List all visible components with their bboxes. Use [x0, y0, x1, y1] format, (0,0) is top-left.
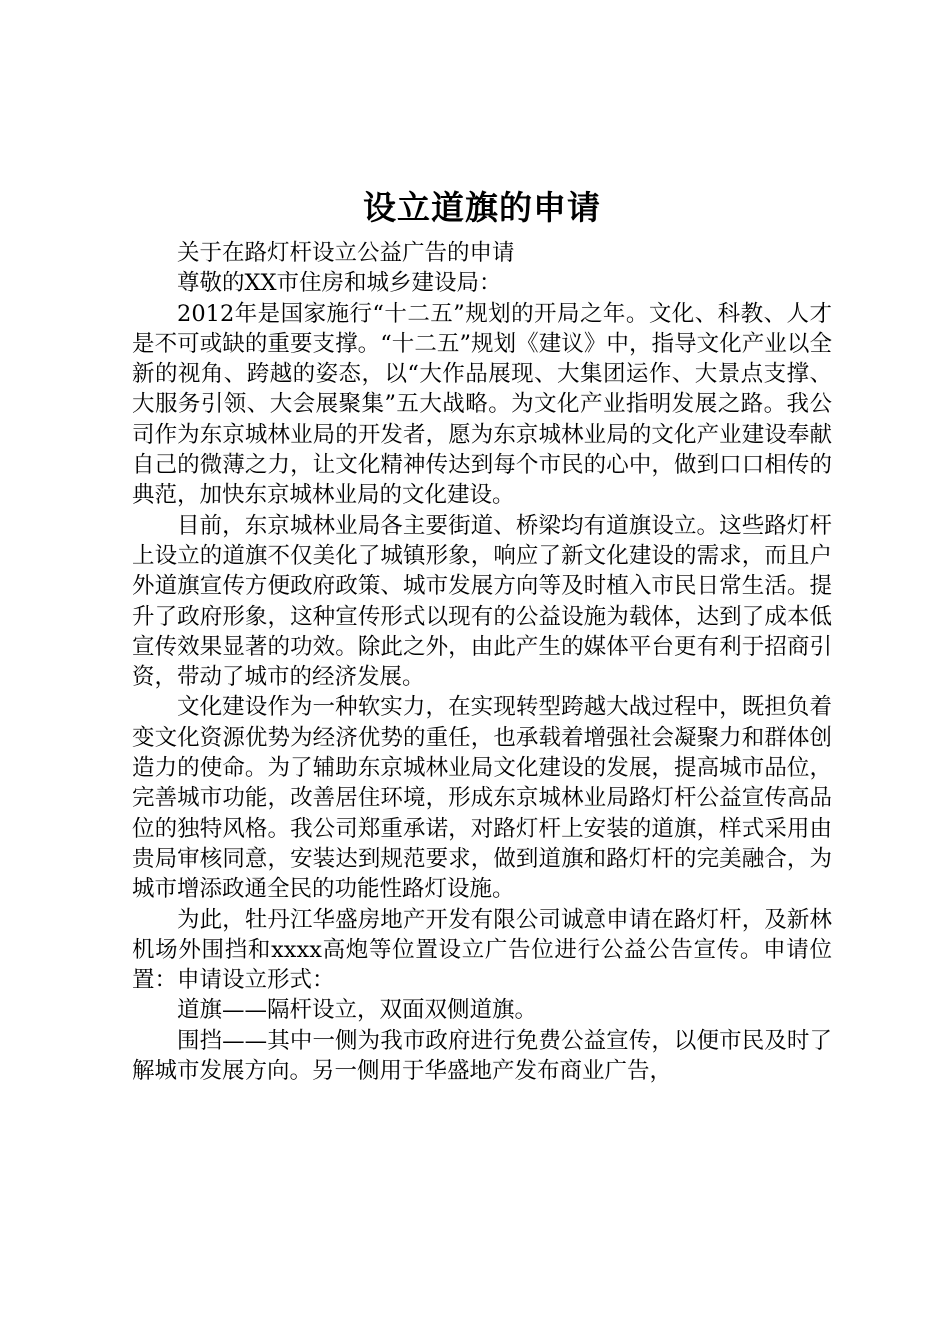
body-paragraph: 2012年是国家施行“十二五”规划的开局之年。文化、科教、人才是不可或缺的重要支撑。“十二五”规划《建议》中，指导文化产业以全新的视角、跨越的姿态，以“大作品展现、大集团运作、大景点支撑、大服务引领、大会展聚集”五大战略。为文化产业指明发展之路。我公司作为东京城林业局的开发者，愿为东京城林业局的文化产业建设奉献自己的微薄之力，让文化精神传达到每个市民的心中，做到口口相传的典范，加快东京城林业局的文化建设。	[132, 300, 832, 509]
subject-line: 关于在路灯杆设立公益广告的申请	[177, 240, 515, 266]
document-page	[132, 186, 832, 1086]
body-paragraph: 文化建设作为一种软实力，在实现转型跨越大战过程中，既担负着变文化资源优势为经济优势的重任，也承载着增强社会凝聚力和群体创造力的使命。为了辅助东京城林业局文化建设的发展，提高城市品位，完善城市功能，改善居住环境，形成东京城林业局路灯杆公益宣传高品位的独特风格。我公司郑重承诺，对路灯杆上安装的道旗，样式采用由贵局审核同意，安装达到规范要求，做到道旗和路灯杆的完美融合，为城市增添政通全民的功能性路灯设施。	[132, 694, 832, 903]
body-paragraph: 为此，牡丹江华盛房地产开发有限公司诚意申请在路灯杆，及新林机场外围挡和xxxx高炮等位置设立广告位进行公益公告宣传。申请位置：申请设立形式：	[132, 906, 832, 994]
document-title: 设立道旗的申请	[363, 188, 601, 227]
body-paragraph: 围挡——其中一侧为我市政府进行免费公益宣传，以便市民及时了解城市发展方向。另一侧用于华盛地产发布商业广告，	[132, 1027, 832, 1085]
salutation: 尊敬的XX市住房和城乡建设局：	[177, 270, 502, 297]
body-paragraph: 目前，东京城林业局各主要街道、桥梁均有道旗设立。这些路灯杆上设立的道旗不仅美化了城镇形象，响应了新文化建设的需求，而且户外道旗宣传方便政府政策、城市发展方向等及时植入市民日常生活。提升了政府形象，这种宣传形式以现有的公益设施为载体，达到了成本低宣传效果显著的功效。除此之外，由此产生的媒体平台更有利于招商引资，带动了城市的经济发展。	[132, 512, 832, 691]
body-paragraph: 道旗——隔杆设立，双面双侧道旗。	[177, 997, 538, 1024]
